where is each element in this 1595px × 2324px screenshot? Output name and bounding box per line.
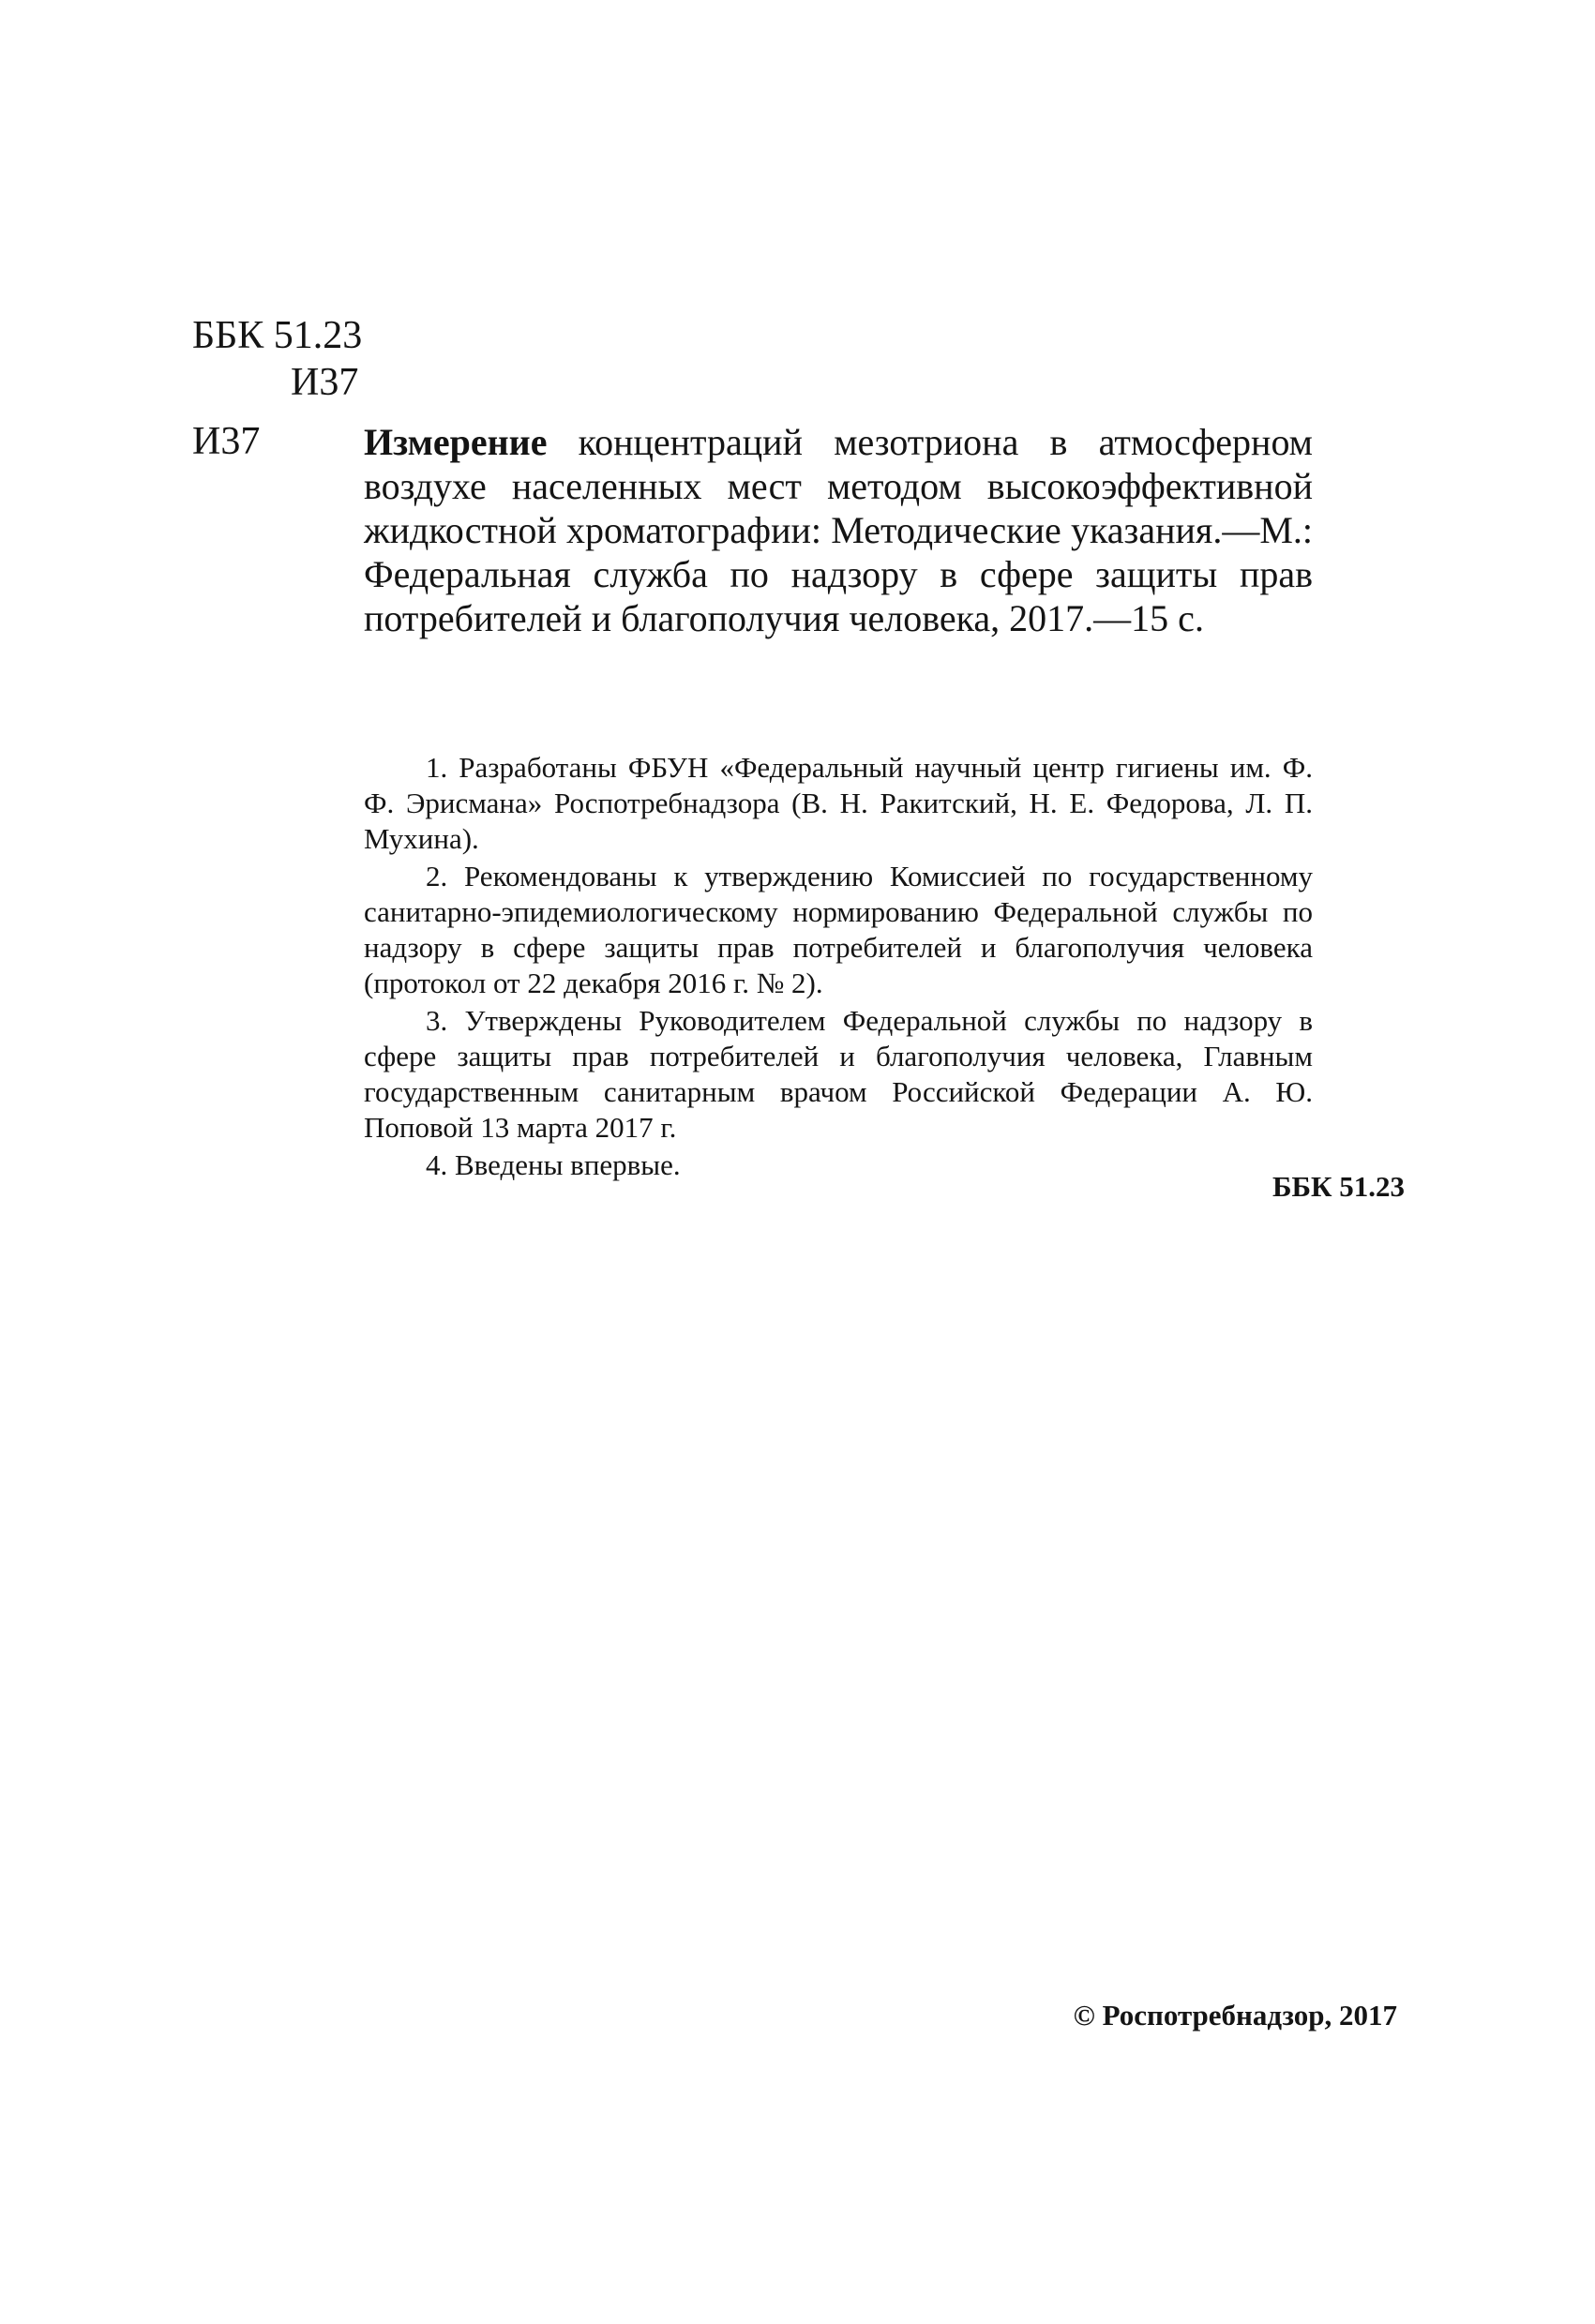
publication-notes xyxy=(364,750,1313,1185)
entry-author-code: И37 xyxy=(192,420,261,463)
note-developed-by: 1. Разработаны ФБУН «Федеральный научный центр гигиены им. Ф. Ф. Эрисмана» Роспотребнадзора (В. Н. Ракитский, Н. Е. Федорова, Л. П. Мухина). xyxy=(364,751,1313,855)
author-code: И37 xyxy=(291,361,359,404)
title-description: концентраций мезотриона в атмосферном воздухе населенных мест методом высокоэффективной жидкостной хроматографии: Методические указания.—М.: Федеральная служба по надзору в сфере защиты прав потребителей и благополучия человека, 2017.—15 с. xyxy=(364,421,1313,639)
note-introduced: 4. Введены впервые. xyxy=(426,1148,681,1181)
bibliographic-description xyxy=(364,420,1313,640)
note-recommended: 2. Рекомендованы к утверждению Комиссией по государственному санитарно-эпидемиологическому нормированию Федеральной службы по надзору в сфере защиты прав потребителей и благополучия человека (протокол от 22 декабря 2016 г. № 2). xyxy=(364,860,1313,999)
note-approved: 3. Утверждены Руководителем Федеральной службы по надзору в сфере защиты прав потребителей и благополучия человека, Главным государственным санитарным врачом Российской Федерации А. Ю. Поповой 13 марта 2017 г. xyxy=(364,1004,1313,1144)
bbk-classification: ББК 51.23 xyxy=(192,314,363,357)
title-lead-word: Измерение xyxy=(364,421,548,463)
bbk-classification-bottom: ББК 51.23 xyxy=(1272,1170,1405,1203)
copyright-notice: © Роспотребнадзор, 2017 xyxy=(1073,1999,1397,2032)
